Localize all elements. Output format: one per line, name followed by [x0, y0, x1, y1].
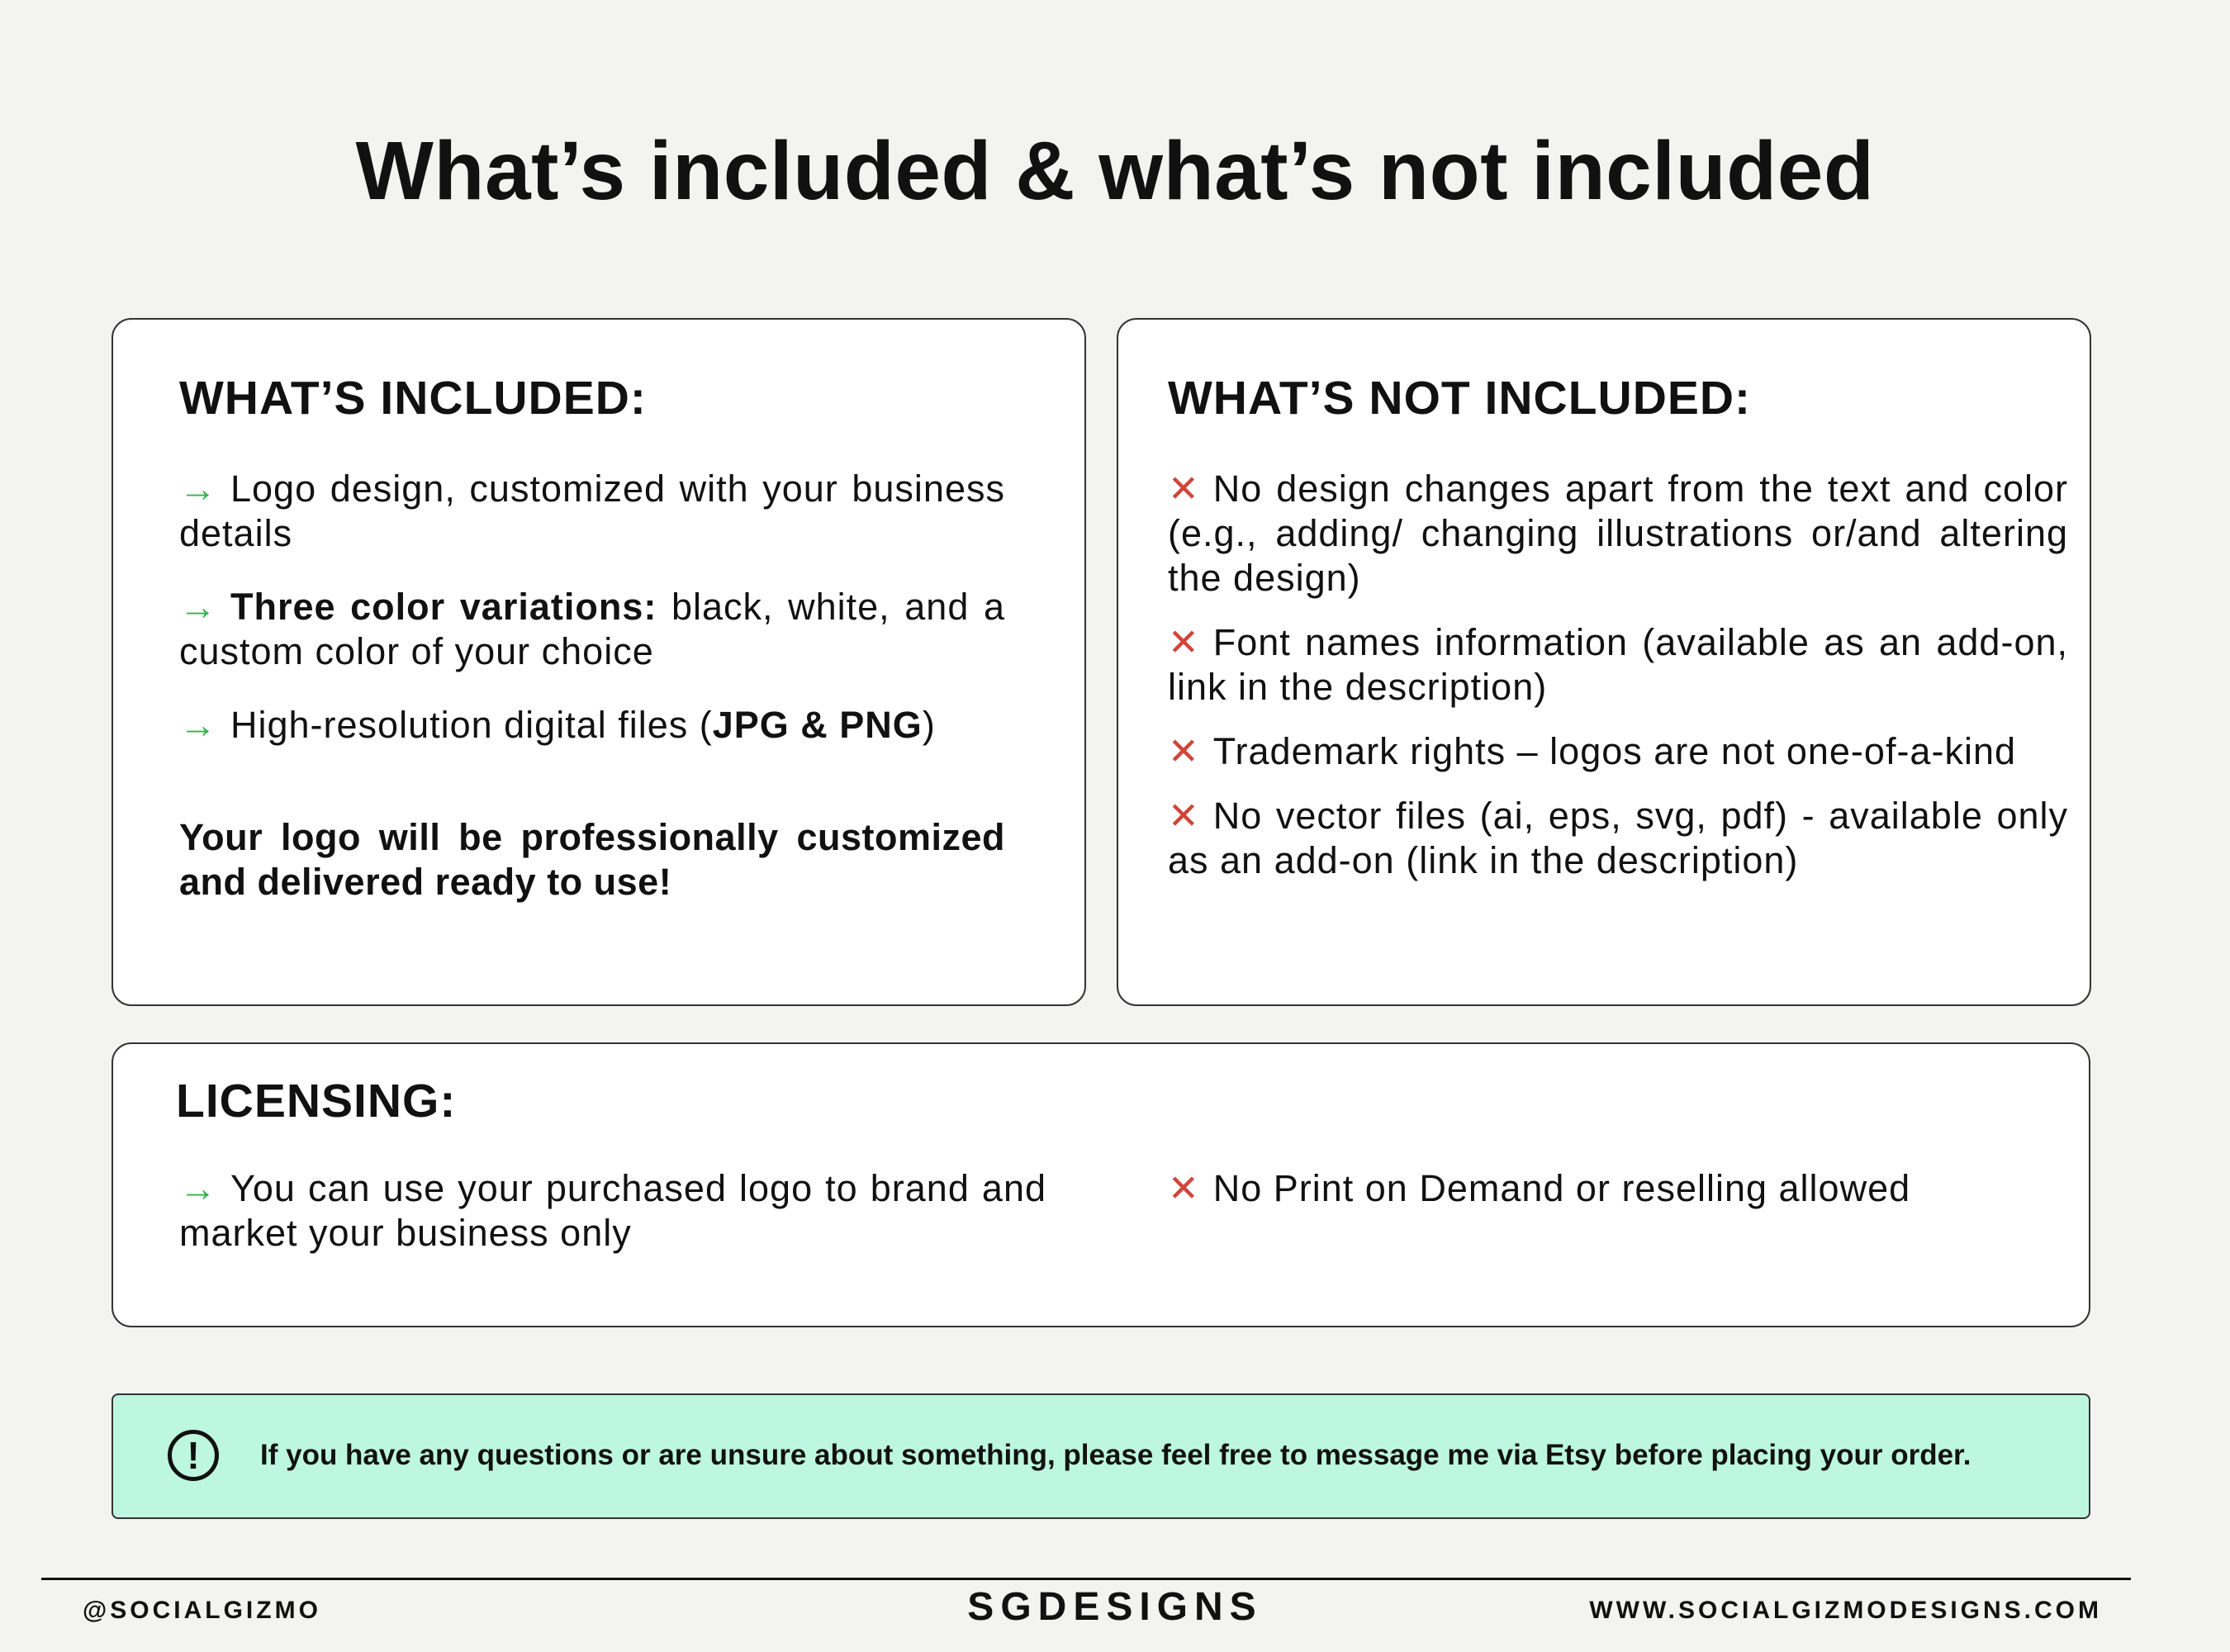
included-item	[179, 585, 1005, 674]
licensing-not-allowed-list	[1168, 1166, 2035, 1211]
not-included-item	[1168, 620, 2068, 710]
included-item-text: High-resolution digital files (	[230, 704, 713, 746]
not-included-heading: WHAT’S NOT INCLUDED:	[1168, 372, 1752, 425]
arrow-right-icon: →	[179, 586, 217, 628]
cross-icon: ✕	[1168, 795, 1200, 837]
licensing-allowed-list	[179, 1166, 1046, 1256]
included-card	[112, 318, 1086, 1006]
cross-icon: ✕	[1168, 730, 1200, 772]
not-included-item	[1168, 467, 2068, 601]
arrow-right-icon: →	[179, 468, 217, 510]
licensing-allowed-text: You can use your purchased logo to brand and market your business only	[179, 1167, 1046, 1254]
included-heading: WHAT’S INCLUDED:	[179, 372, 647, 425]
included-item	[179, 467, 1005, 556]
included-item-text: Logo design, customized with your business details	[179, 468, 1005, 554]
licensing-not-allowed-text: No Print on Demand or reselling allowed	[1212, 1167, 1911, 1209]
not-included-item	[1168, 794, 2068, 883]
page-title: What’s included & what’s not included	[355, 125, 1875, 217]
included-item	[179, 703, 1005, 748]
not-included-card	[1117, 318, 2091, 1006]
footer-brand-logo: SGDESIGNS	[967, 1585, 1263, 1629]
not-included-item-text: No vector files (ai, eps, svg, pdf) - available only as an add-on (link in the description)	[1168, 795, 2068, 881]
licensing-not-allowed-item	[1168, 1166, 2035, 1211]
cross-icon: ✕	[1168, 468, 1200, 510]
not-included-item-text: Trademark rights – logos are not one-of-a-kind	[1212, 730, 2016, 772]
arrow-right-icon: →	[179, 704, 217, 746]
licensing-heading: LICENSING:	[176, 1075, 457, 1127]
included-item-bold: Three color variations:	[230, 586, 657, 628]
info-note	[112, 1393, 2090, 1519]
arrow-right-icon: →	[179, 1167, 217, 1209]
included-tagline: Your logo will be professionally customized and delivered ready to use!	[179, 816, 1005, 903]
included-list	[179, 467, 1005, 776]
included-item-text: black, white, and a custom color of your choice	[179, 586, 1005, 672]
licensing-card	[112, 1042, 2090, 1327]
included-item-suffix: )	[922, 704, 936, 746]
footer-divider	[41, 1578, 2131, 1580]
not-included-item-text: Font names information (available as an add-on, link in the description)	[1168, 621, 2068, 708]
not-included-list	[1168, 467, 2068, 883]
not-included-item	[1168, 729, 2068, 774]
footer-handle: @SOCIALGIZMO	[83, 1597, 321, 1624]
cross-icon: ✕	[1168, 621, 1200, 663]
cross-icon: ✕	[1168, 1167, 1200, 1209]
licensing-allowed-item	[179, 1166, 1046, 1256]
exclamation-icon: !	[168, 1430, 219, 1481]
included-item-bold: JPG & PNG	[712, 704, 923, 746]
note-text: If you have any questions or are unsure about something, please feel free to message me via Etsy before placing your order.	[260, 1439, 1971, 1471]
footer-website: WWW.SOCIALGIZMODESIGNS.COM	[1589, 1597, 2102, 1624]
not-included-item-text: No design changes apart from the text and color (e.g., adding/ changing illustrations or/and altering the design)	[1168, 468, 2068, 599]
